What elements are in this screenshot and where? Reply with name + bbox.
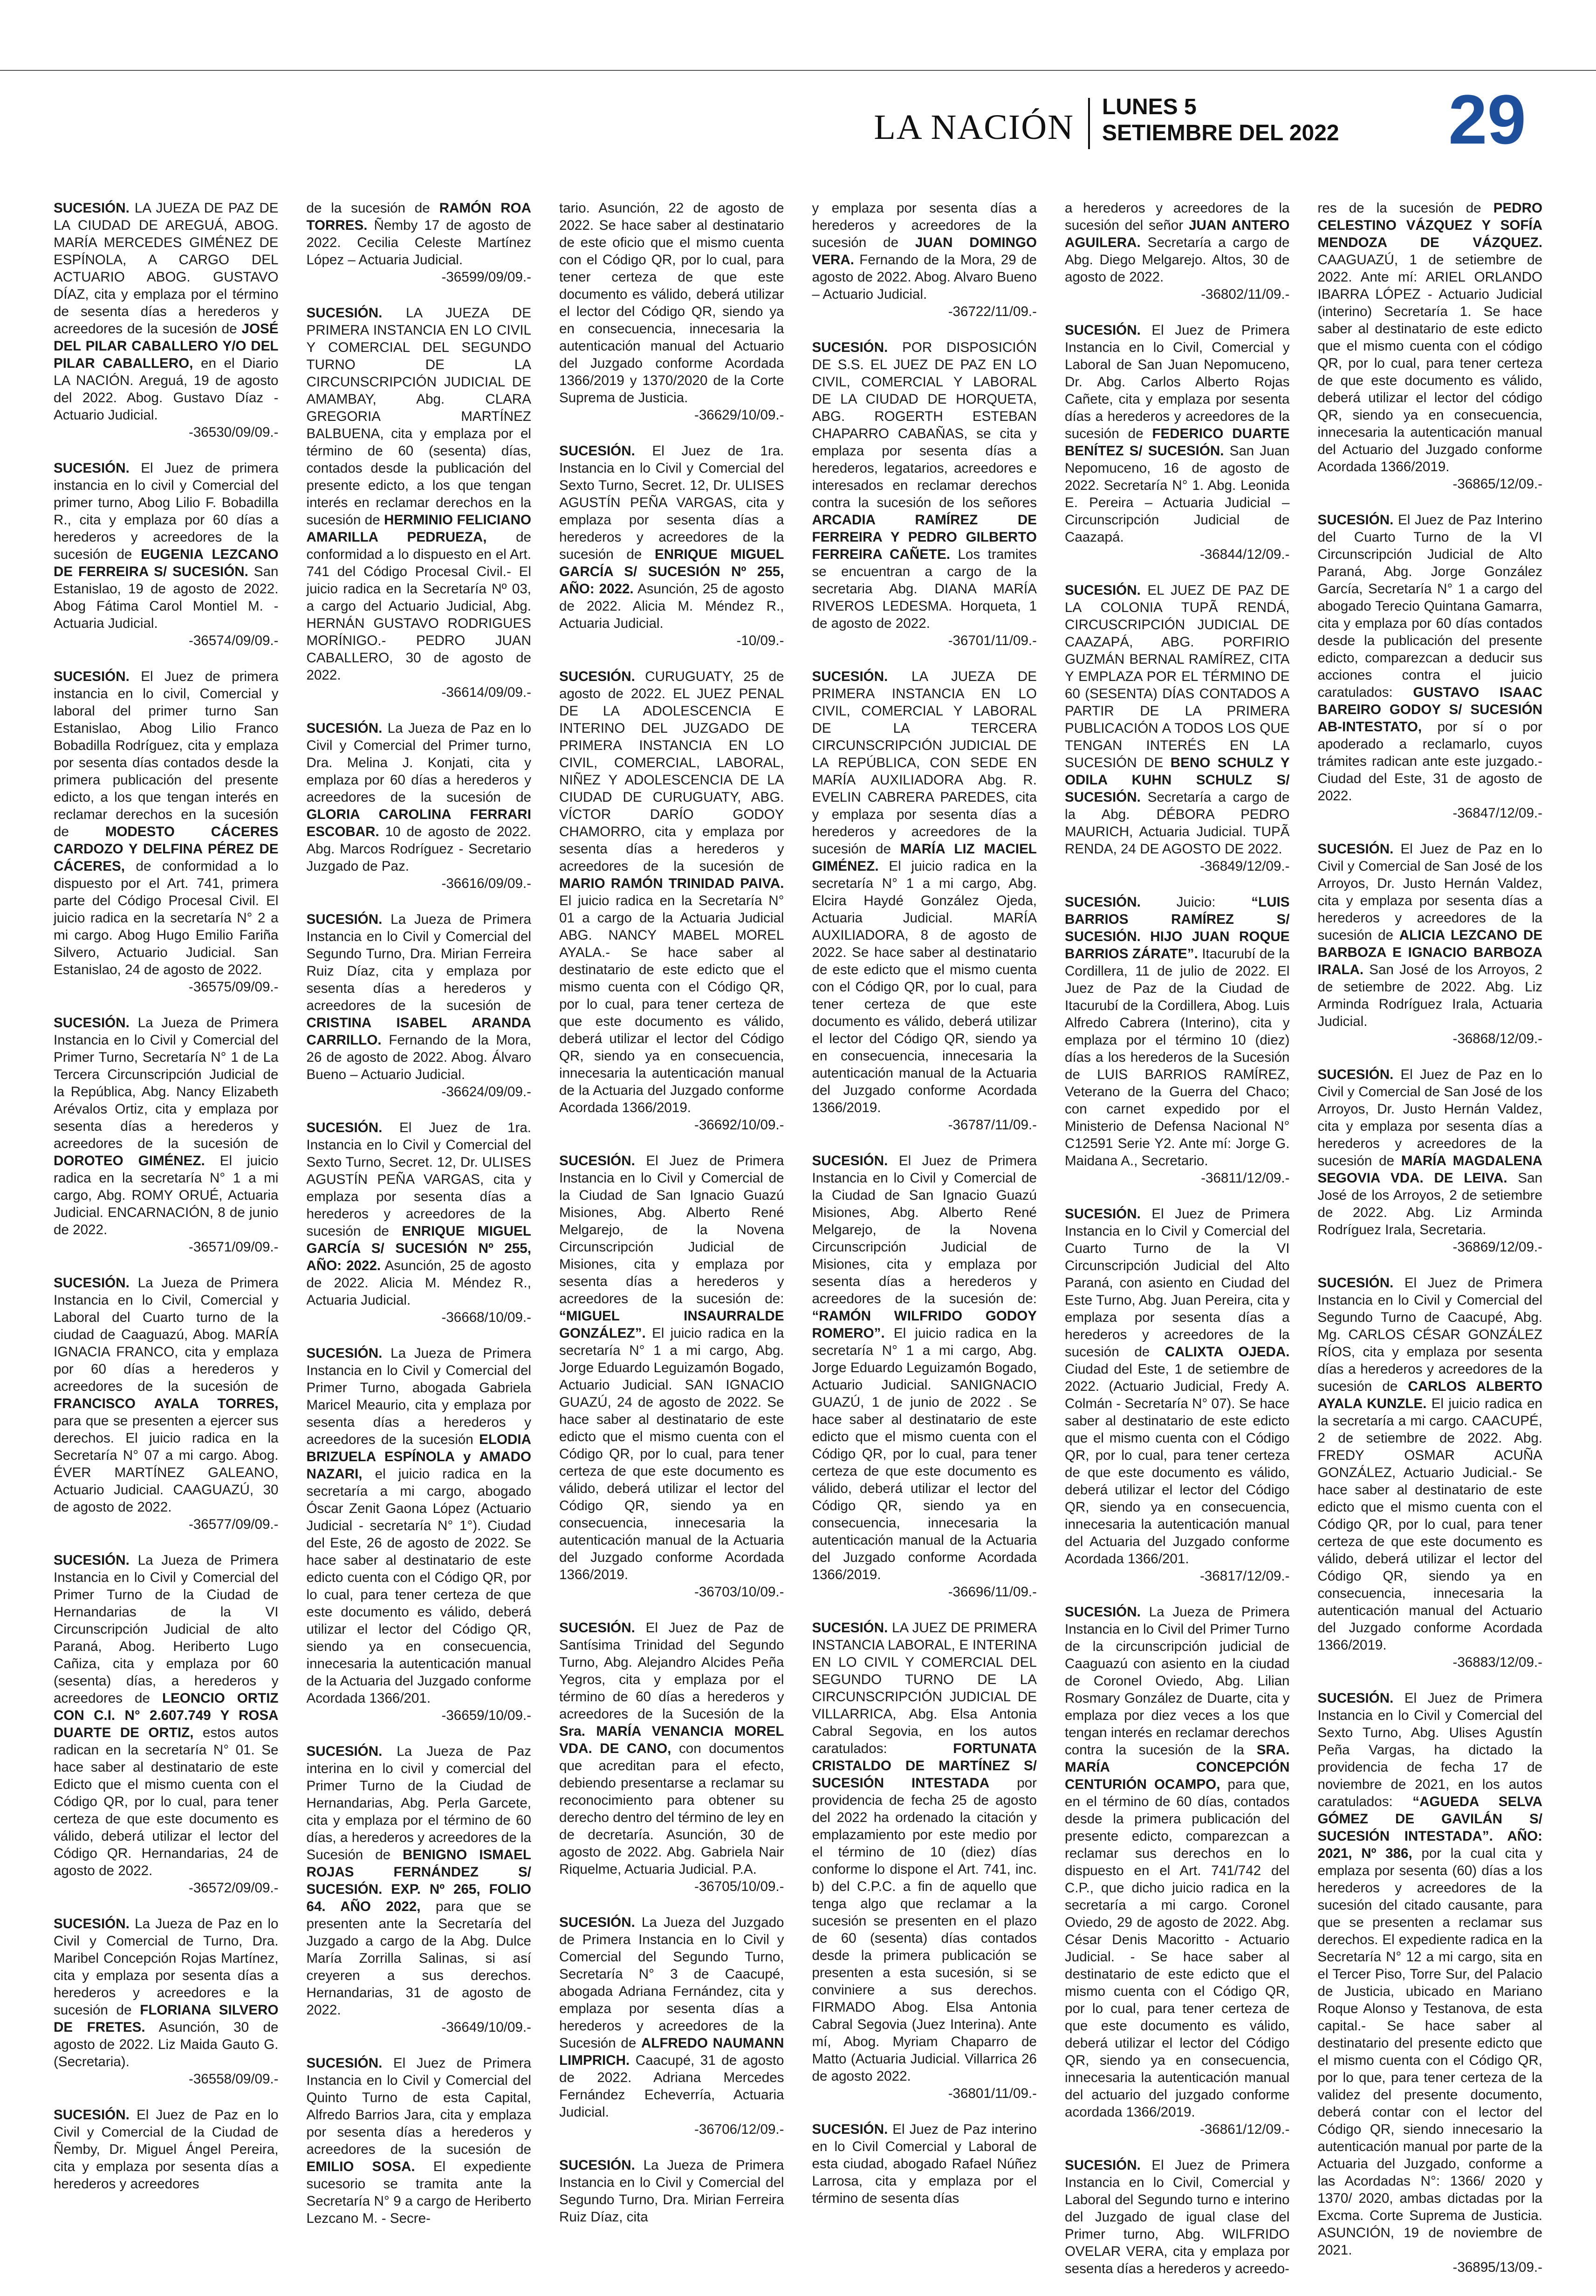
notice-subject-name: “MIGUEL INSAURRALDE GONZÁLEZ”. [559, 1308, 784, 1341]
notice-heading: SUCESIÓN. [1317, 512, 1394, 528]
notice-text-continued: por sí o por apoderado a reclamarlo, cuyos trámites radican ante este juzgado.- Ciudad del Este, 31 de agosto de 2022. [1317, 719, 1542, 804]
legal-notice [812, 1619, 1037, 2102]
notice-text: La Jueza de Primera Instancia en lo Civil y Comercial del Segundo Turno, Dra. Mirian Ferreira Ruiz Díaz, cita y emplaza por sesenta días a herederos y acreedores de la sucesión de [306, 912, 531, 1013]
notice-heading: SUCESIÓN. [1065, 894, 1141, 910]
notice-reference-code: -36649/10/09.- [441, 2020, 531, 2035]
notice-text: El Juez de Paz en lo Civil y Comercial de la Ciudad de Ñemby, Dr. Miguel Ángel Pereira, cita y emplaza por sesenta días a herederos y acreedores [54, 2107, 279, 2192]
notice-text: La Jueza de Paz en lo Civil y Comercial del Primer turno, Dra. Melina J. Konjati, cita y emplaza por 60 días a herederos y acreedores de la sucesión de [306, 721, 531, 805]
notice-text-continued: Secretaría a cargo de Abg. Diego Melgarejo. Altos, 30 de agosto de 2022. [1065, 235, 1290, 285]
notice-text: La Jueza de Primera Instancia en lo Civil del Primer Turno de la circunscripción judicial de Caaguazú con asiento en la ciudad de Coronel Oviedo, Abg. Lilian Rosmary González de Duarte, cita y emplaza por diez veces a los que tengan interés en reclamar derechos contra la sucesión de la [1065, 1604, 1290, 1758]
issue-weekday: LUNES 5 [1102, 95, 1197, 119]
legal-notice [1065, 322, 1290, 563]
notice-text: El Juez de Paz en lo Civil y Comercial de San José de los Arroyos, Dr. Justo Hernán Valdez, cita y emplaza por sesenta días a herederos y acreedores de la sucesión de [1317, 1067, 1542, 1169]
notice-text-continued: Ñemby 17 de agosto de 2022. Cecilia Celeste Martínez López – Actuaria Judicial. [306, 218, 531, 268]
legal-notice [1065, 199, 1290, 303]
legal-notice [812, 1152, 1037, 1601]
notice-heading: SUCESIÓN. [306, 305, 383, 321]
notice-heading: SUCESIÓN. [559, 1153, 635, 1169]
notice-subject-name: ALFREDO NAUMANN LIMPRICH. [559, 2035, 784, 2068]
legal-notice [54, 1552, 279, 1897]
legal-notice [1065, 894, 1290, 1187]
legal-notice [1318, 840, 1543, 1047]
notice-heading: SUCESIÓN. [559, 2158, 635, 2173]
legal-notice [54, 2106, 279, 2193]
legal-notice [54, 1915, 279, 2088]
notice-text-continued: El juicio radica en la secretaría N° 1 a mi cargo, Abg. ROMY ORUÉ, Actuaria Judicial. ENCARNACIÓN, 8 de junio de 2022. [54, 1153, 279, 1237]
notice-heading: SUCESIÓN. [812, 340, 888, 355]
notice-text: CURUGUATY, 25 de agosto de 2022. EL JUEZ PENAL DE LA ADOLESCENCIA E INTERINO DEL JUZGADO DE PRIMERA INSTANCIA EN LO CIVIL, COMERCIAL, LABORAL, NIÑEZ Y ADOLESCENCIA DE LA CIUDAD DE CURUGUATY, ABG. VÍCTOR DARÍO GODOY CHAMORRO, cita y emplaza por sesenta días a herederos y acreedores de la sucesión de [559, 669, 784, 874]
notice-subject-name: “RAMÓN WILFRIDO GODOY ROMERO”. [812, 1308, 1037, 1341]
notice-text-continued: San Juan Nepomuceno, 16 de agosto de 2022. Secretaría N° 1. Abg. Leonida E. Pereira – Actuaria Judicial – Circunscripción Judicial de Caazapá. [1065, 443, 1290, 545]
notice-text-continued: Caacupé, 31 de agosto de 2022. Adriana Mercedes Fernández Echeverría, Actuaria Judicial. [559, 2053, 784, 2120]
notice-text: La Jueza de Primera Instancia en lo Civil y Comercial del Primer Turno de la Ciudad de Hernandarias de la VI Circunscripción Judicial de alto Paraná, Abog. Heriberto Lugo Cañiza, cita y emplaza por 60 (sesenta) días, a herederos y acreedores de [54, 1553, 279, 1706]
notice-heading: SUCESIÓN. [1317, 1691, 1394, 1706]
notice-reference-code: -36530/09/09.- [188, 425, 279, 440]
notice-text: tario. Asunción, 22 de agosto de 2022. Se hace saber al destinatario de este oficio que el mismo cuenta con el Código QR, por lo cual, para tener certeza de que este documento es válido, deberá utilizar el lector del Código QR, siendo ya en consecuencia, innecesaria la autenticación manual del Actuario del Juzgado conforme Acordada 1366/2019 y 1370/2020 de la Corte Suprema de Justicia. [559, 200, 784, 406]
notice-text-continued: por providencia de fecha 25 de agosto del 2022 ha ordenado la citación y emplazamiento por este medio por el término de 10 (diez) días conforme lo dispone el Art. 741, inc. b) del C.P.C. a fin de aquello que tenga algo que reclamar a la sucesión se presenten en el plazo de 60 (sesenta) días contados desde la primera publicación se presenten a esta sucesión, si se conviniere a sus derechos. FIRMADO Abog. Elsa Antonia Cabral Segovia (Juez Interina). Ante mí, Abog. Myriam Chaparro de Matto (Actuaria Judicial. Villarrica 26 de agosto 2022. [812, 1775, 1037, 2084]
notice-reference-code: -36817/12/09.- [1199, 1568, 1290, 1584]
notice-text-continued: Asunción, 25 de agosto de 2022. Alicia M. Méndez R., Actuaria Judicial. [306, 1258, 531, 1308]
notice-text: La Jueza de Primera Instancia en lo Civil y Comercial del Primer Turno, abogada Gabriela Maricel Meaurio, cita y emplaza por sesenta días a herederos y acreedores de la sucesión [306, 1346, 531, 1447]
column-4 [812, 199, 1037, 2296]
notice-heading: SUCESIÓN. [54, 200, 130, 216]
notice-heading: SUCESIÓN. [559, 669, 635, 684]
notice-text: LA JUEZ DE PRIMERA INSTANCIA LABORAL, E INTERINA EN LO CIVIL Y COMERCIAL DEL SEGUNDO TURNO DE LA CIRCUNSCRIPCIÓN JUDICIAL DE VILLARRICA, Abg. Elsa Antonia Cabral Segovia, en los autos caratulados: [812, 1620, 1037, 1756]
legal-notice [54, 460, 279, 649]
legal-notice [54, 1014, 279, 1256]
notice-heading: SUCESIÓN. [54, 1916, 130, 1932]
notice-heading: SUCESIÓN. [54, 2107, 130, 2123]
notice-subject-name: MARÍA LIZ MACIEL GIMÉNEZ. [812, 841, 1037, 874]
notice-text: El Juez de Paz interino en lo Civil Comercial y Laboral de esta ciudad, abogado Rafael Núñez Larrosa, cita y emplaza por el término de sesenta días [812, 2122, 1037, 2206]
notice-text-continued: Asunción, 25 de agosto de 2022. Alicia M. Méndez R., Actuaria Judicial. [559, 581, 784, 631]
notice-heading: SUCESIÓN. [1065, 1604, 1141, 1620]
notice-text-continued: CAAGUAZÚ, 1 de setiembre de 2022. Ante mí: ARIEL ORLANDO IBARRA LÓPEZ - Actuario Judicial (interino) Secretaría 1. Se hace saber al destinatario de este edicto que el mismo cuenta con el código QR, por lo cual, para tener certeza de que este documento es válido, deberá utilizar el lector del código QR, siendo ya en consecuencia, innecesaria la autenticación manual del Actuario del Juzgado conforme Acordada 1366/2019. [1317, 252, 1542, 474]
notice-subject-name: CRISTINA ISABEL ARANDA CARRILLO. [306, 1015, 531, 1048]
legal-notice [559, 668, 784, 1134]
notice-subject-name: JUAN ANTERO AGUILERA. [1065, 218, 1290, 250]
top-rule [0, 70, 1596, 71]
notice-text-continued: El juicio radica en la secretaría N° 1 a mi cargo, Abg. Jorge Eduardo Leguizamón Bogado, Actuario Judicial. SAN IGNACIO GUAZÚ, 24 de agosto de 2022. Se hace saber al destinatario de este edicto que el mismo cuenta con el Código QR, por lo cual, para tener certeza de que este documento es válido, deberá utilizar el lector del Código QR, siendo ya en consecuencia, innecesaria la autenticación manual de la Actuaria del Juzgado conforme Acordada 1366/2019. [559, 1326, 784, 1582]
notice-subject-name: ARCADIA RAMÍREZ DE FERREIRA Y PEDRO GILBERTO FERREIRA CAÑETE. [812, 512, 1037, 562]
notice-text-continued: con documentos que acreditan para el efecto, debiendo presentarse a reclamar su reconocimiento para obtener su derecho dentro del término de ley en de decretaría. Asunción, 30 de agosto de 2022. Abg. Gabriela Nair Riquelme, Actuaria Judicial. P.A. [559, 1741, 784, 1877]
notice-subject-name: RAMÓN ROA TORRES. [306, 200, 531, 233]
legal-notice [812, 199, 1037, 320]
notice-text: LA JUEZA DE PAZ DE LA CIUDAD DE AREGUÁ, ABOG. MARÍA MERCEDES GIMÉNEZ DE ESPÍNOLA, A CARGO DEL ACTUARIO ABOG. GUSTAVO DÍAZ, cita y emplaza por el término de sesenta días a herederos y acreedores de la sucesión de [54, 200, 279, 337]
legal-notice [54, 199, 279, 441]
notice-text-continued: Los tramites se encuentran a cargo de la secretaria Abg. DIANA MARÍA RIVEROS LEDESMA. Horqueta, 1 de agosto de 2022. [812, 547, 1037, 631]
notice-text: La Jueza de Primera Instancia en lo Civil y Comercial del Primer Turno, Secretaría N° 1 de La Tercera Circunscripción Judicial de la República, Abg. Nancy Elizabeth Arévalos Ortiz, cita y emplaza por sesenta días a herederos y acreedores de la sucesión de [54, 1015, 279, 1151]
notice-reference-code: -36701/11/09.- [948, 633, 1037, 648]
notice-subject-name: BENIGNO ISMAEL ROJAS FERNÁNDEZ S/ SUCESIÓN. EXP. Nº 265, FOLIO 64. AÑO 2022, [306, 1847, 531, 1914]
notice-text: a herederos y acreedores de la sucesión del señor [1065, 200, 1290, 233]
notice-text-continued: por la cual cita y emplaza por sesenta (60) días a los herederos y acreedores de la sucesión del citado causante, para que se presenten a reclamar sus derechos. El expediente radica en la Secretaría N° 12 a mi cargo, sita en el Tercer Piso, Torre Sur, del Palacio de Justicia, ubicado en Mariano Roque Alonso y Testanova, de esta capital.- Se hace saber al destinatario del presente edicto que el mismo cuenta con el Código QR, por lo que, para tener certeza de la validez del presente documento, deberá contar con el lector del Código QR, siendo innecesario la autenticación manual por parte de la Actuaria del Juzgado, conforme a las Acordadas N°: 1366/ 2020 y 1370/ 2020, ambas dictadas por la Excma. Corte Suprema de Justicia. ASUNCIÓN, 19 de noviembre de 2021. [1317, 1846, 1542, 2258]
masthead [0, 80, 1596, 158]
notice-heading: SUCESIÓN. [812, 1620, 888, 1636]
notice-text: EL JUEZ DE PAZ DE LA COLONIA TUPÃ RENDÁ, CIRCUSCRIPCIÓN JUDICIAL DE CAAZAPÁ, ABG. PORFIRIO GUZMÁN BERNAL RAMÍREZ, CITA Y EMPLAZA POR EL TÉRMINO DE 60 (SESENTA) DÍAS CONTADOS A PARTIR DE LA PRIMERA PUBLICACIÓN A TODOS LOS QUE TENGAN INTERÉS EN LA SUCESIÓN DE [1065, 583, 1290, 770]
notice-text: y emplaza por sesenta días a herederos y acreedores de la sucesión de [812, 200, 1037, 250]
notice-heading: SUCESIÓN. [559, 1620, 635, 1636]
notice-reference-code: -36844/12/09.- [1199, 547, 1290, 562]
notice-text: El Juez de Paz de Santísima Trinidad del Segundo Turno, Abg. Alejandro Alcides Peña Yegros, cita y emplaza por el término de 60 días a herederos y acreedores de la Sucesión de la [559, 1620, 784, 1722]
legal-notice [1318, 1066, 1543, 1256]
notice-reference-code: -36668/10/09.- [441, 1310, 531, 1325]
legal-notice [307, 304, 532, 701]
notice-reference-code: -36572/09/09.- [188, 1880, 279, 1896]
notice-text: res de la sucesión de [1317, 200, 1481, 216]
legal-notice [812, 339, 1037, 649]
notice-subject-name: “LUIS BARRIOS RAMÍREZ S/ SUCESIÓN. HIJO JUAN ROQUE BARRIOS ZÁRATE”. [1065, 894, 1290, 962]
notice-heading: SUCESIÓN. [306, 1346, 383, 1361]
notice-subject-name: ALICIA LEZCANO DE BARBOZA E IGNACIO BARBOZA IRALA. [1317, 928, 1542, 977]
legal-notice [1065, 582, 1290, 875]
notice-heading: SUCESIÓN. [54, 461, 130, 476]
legal-notice [1318, 1274, 1543, 1671]
legal-notice [812, 2121, 1037, 2207]
legal-notice [307, 1345, 532, 1724]
notice-text: La Jueza de Paz en lo Civil y Comercial de Turno, Dra. Maribel Concepción Rojas Martínez, cita y emplaza por sesenta días a herederos y acreedores e la sucesión de [54, 1916, 279, 2018]
notice-text: El Juez de Primera Instancia en lo Civil, Comercial y Laboral del Segundo turno e interino del Juzgado de igual clase del Primer turno, Abg. WILFRIDO OVELAR VERA, cita y emplaza por sesenta días a herederos y acreedo- [1065, 2158, 1290, 2276]
column-3 [559, 199, 784, 2296]
notice-text-continued: San Estanislao, 19 de agosto de 2022. Abog Fátima Carol Montiel M. - Actuaria Judicial. [54, 564, 279, 631]
notice-text-continued: estos autos radican en la secretaría N° 01. Se hace saber al destinatario de este Edicto que el mismo cuenta con el Código QR, por lo cual, para tener certeza de que este documento es válido, deberá utilizar el lector del Código QR. Hernandarias, 24 de agosto de 2022. [54, 1725, 279, 1878]
notice-subject-name: ENRIQUE MIGUEL GARCÍA S/ SUCESIÓN Nº 255, AÑO: 2022. [306, 1224, 531, 1273]
legal-notice [1065, 1603, 1290, 2138]
notice-heading: SUCESIÓN. [1317, 841, 1394, 857]
legal-notice [559, 1152, 784, 1601]
notice-heading: SUCESIÓN. [1065, 1206, 1141, 1222]
column-5 [1065, 199, 1290, 2296]
notice-reference-code: -36558/09/09.- [188, 2071, 279, 2087]
notice-text-continued: para que se presenten a ejercer sus derechos. El juicio radica en la Secretaría N° 07 a mi cargo. Abog. ÉVER MARTÍNEZ GALEANO, Actuario Judicial. CAAGUAZÚ, 30 de agosto de 2022. [54, 1413, 279, 1515]
notice-text: El Juez de Primera Instancia en lo Civil y Comercial del Segundo Turno de Caacupé, Abg. Mg. CARLOS CÉSAR GONZÁLEZ RÍOS, cita y emplaza por sesenta días a herederos y acreedores de la sucesión de [1317, 1275, 1542, 1394]
notice-subject-name: LEONCIO ORTIZ CON C.I. N° 2.607.749 Y ROSA DUARTE DE ORTIZ, [54, 1691, 279, 1740]
notice-subject-name: MARIO RAMÓN TRINIDAD PAIVA. [559, 876, 784, 891]
issue-date-text: SETIEMBRE DEL 2022 [1102, 121, 1339, 145]
notice-reference-code: -36571/09/09.- [188, 1239, 279, 1255]
legal-notice [559, 199, 784, 424]
legal-notice [559, 442, 784, 649]
legal-notice [1065, 1205, 1290, 1585]
notice-subject-name: CALIXTA OJEDA. [1164, 1344, 1290, 1360]
notice-heading: SUCESIÓN. [306, 2055, 383, 2071]
notice-reference-code: -36802/11/09.- [1201, 287, 1290, 302]
notice-subject-name: BENO SCHULZ Y ODILA KUHN SCHULZ S/ SUCESIÓN. [1065, 755, 1290, 805]
notice-text-continued: para que se presenten ante la Secretaría del Juzgado a cargo de la Abg. Dulce María Zorrilla Salinas, si así creyeren a sus derechos. Hernandarias, 31 de agosto de 2022. [306, 1899, 531, 2018]
notice-reference-code: -36696/11/09.- [948, 1584, 1037, 1600]
legal-notice [307, 1743, 532, 2036]
notice-reference-code: -36629/10/09.- [694, 407, 784, 423]
notice-text: El Juez de Primera Instancia en lo Civil y Comercial de la Ciudad de San Ignacio Guazú Misiones, Abg. Alberto René Melgarejo, de la Novena Circunscripción Judicial de Misiones, cita y emplaza por sesenta días a herederos y acreedores de la sucesión de: [812, 1153, 1037, 1306]
notice-text: El Juez de primera instancia en lo civil y Comercial del primer turno, Abog Lilio F. Bobadilla R., cita y emplaza por 60 días a herederos y acreedores de la sucesión de [54, 461, 279, 562]
notice-text-continued: San José de los Arroyos, 2 de setiembre de 2022. Abg. Liz Arminda Rodríguez Irala, Actuaria Judicial. [1317, 962, 1542, 1029]
notice-subject-name: FEDERICO DUARTE BENÍTEZ S/ SUCESIÓN. [1065, 426, 1290, 459]
notice-subject-name: “AGUEDA SELVA GÓMEZ DE GAVILÁN S/ SUCESIÓN INTESTADA”. AÑO: 2021, Nº 386, [1317, 1794, 1542, 1861]
notice-heading: SUCESIÓN. [306, 912, 383, 927]
notice-text-continued: 10 de agosto de 2022. Abg. Marcos Rodríguez - Secretario Juzgado de Paz. [306, 824, 531, 874]
notice-text-continued: Fernando de la Mora, 29 de agosto de 2022. Abog. Alvaro Bueno – Actuario Judicial. [812, 252, 1037, 302]
notice-heading: SUCESIÓN. [559, 1915, 635, 1930]
notice-heading: SUCESIÓN. [54, 1553, 130, 1568]
notice-subject-name: DOROTEO GIMÉNEZ. [54, 1153, 205, 1169]
legal-notice [54, 668, 279, 996]
notice-heading: SUCESIÓN. [559, 443, 635, 459]
notice-reference-code: -10/09.- [736, 633, 784, 648]
notice-reference-code: -36869/12/09.- [1452, 1239, 1542, 1255]
notice-text: El Juez de Paz en lo Civil y Comercial de San José de los Arroyos, Dr. Justo Hernán Valdez, cita y emplaza por sesenta días a herederos y acreedores de la sucesión de [1317, 841, 1542, 943]
notice-heading: SUCESIÓN. [1317, 1275, 1394, 1291]
legal-notice [1318, 511, 1543, 822]
notice-text: El Juez de 1ra. Instancia en lo Civil y Comercial del Sexto Turno, Secret. 12, Dr. ULISES AGUSTÍN PEÑA VARGAS, cita y emplaza por sesenta días a herederos y acreedores de la sucesión de [306, 1120, 531, 1239]
notice-subject-name: MARÍA MAGDALENA SEGOVIA VDA. DE LEIVA. [1317, 1153, 1542, 1186]
notice-subject-name: JUAN DOMINGO VERA. [812, 235, 1037, 268]
notice-reference-code: -36624/09/09.- [441, 1084, 531, 1100]
legal-notice [559, 1914, 784, 2138]
notice-subject-name: FLORIANA SILVERO DE FRETES. [54, 2002, 279, 2035]
notice-text: La Jueza de Paz interina en lo civil y comercial del Primer Turno de la Ciudad de Hernandarias, Abg. Perla Garcete, cita y emplaza por el término de 60 días, a herederos y acreedores de la Sucesión de [306, 1744, 531, 1863]
notice-text-continued: de conformidad a lo dispuesto en el Art. 741 del Código Procesal Civil.- El juicio radica en la Secretaría Nº 03, a cargo del Actuario Judicial, Abg. HERNÁN GUSTAVO RODRIGUES MORÍNIGO.- PEDRO JUAN CABALLERO, 30 de agosto de 2022. [306, 529, 531, 683]
legal-notice [559, 2157, 784, 2226]
notice-text: POR DISPOSICIÓN DE S.S. EL JUEZ DE PAZ EN LO CIVIL, COMERCIAL Y LABORAL DE LA CIUDAD DE HORQUETA, ABG. ROGERTH ESTEBAN CHAPARRO CABAÑAS, se cita y emplaza por sesenta días a herederos, legatarios, acreedores e interesados en reclamar derechos contra la sucesión de los señores [812, 340, 1037, 510]
notice-heading: SUCESIÓN. [306, 721, 383, 736]
notice-text-continued: Ciudad del Este, 1 de setiembre de 2022. (Actuario Judicial, Fredy A. Colmán - Secretaría N° 07). Se hace saber al destinatario de este edicto que el mismo cuenta con el Código QR, por lo cual, para tener certeza de que este documento es válido, deberá utilizar el lector del Código QR, siendo ya en consecuencia, innecesaria la autenticación manual del Actuaria del Juzgado conforme Acordada 1366/201. [1065, 1361, 1290, 1567]
notice-reference-code: -36865/12/09.- [1452, 476, 1542, 492]
notice-reference-code: -36722/11/09.- [948, 304, 1037, 319]
notice-subject-name: ENRIQUE MIGUEL GARCÍA S/ SUCESIÓN Nº 255, AÑO: 2022. [559, 547, 784, 597]
legal-notice [307, 1119, 532, 1326]
notice-reference-code: -36883/12/09.- [1452, 1655, 1542, 1670]
notice-text-continued: Fernando de la Mora, 26 de agosto de 2022. Abog. Álvaro Bueno – Actuario Judicial. [306, 1032, 531, 1082]
notice-heading: SUCESIÓN. [1065, 583, 1141, 598]
notice-text-continued: San José de los Arroyos, 2 de setiembre de 2022. Abg. Liz Arminda Rodríguez Irala, Secretaria. [1317, 1170, 1542, 1237]
notice-subject-name: JOSÉ DEL PILAR CABALLERO Y/O DEL PILAR CABALLERO, [54, 321, 279, 371]
notice-text-continued: Asunción, 30 de agosto de 2022. Liz Maida Gauto G. (Secretaria). [54, 2020, 279, 2069]
notice-subject-name: PEDRO CELESTINO VÁZQUEZ Y SOFÍA MENDOZA DE VÁZQUEZ. [1317, 200, 1542, 250]
column-6 [1318, 199, 1543, 2296]
notice-subject-name: FORTUNATA CRISTALDO DE MARTÍNEZ S/ SUCESIÓN INTESTADA [812, 1741, 1037, 1791]
column-1 [54, 199, 279, 2296]
notice-subject-name: GLORIA CAROLINA FERRARI ESCOBAR. [306, 807, 531, 839]
notice-reference-code: -36847/12/09.- [1452, 805, 1542, 821]
legal-notice [307, 720, 532, 892]
notice-reference-code: -36577/09/09.- [188, 1517, 279, 1532]
notice-subject-name: EUGENIA LEZCANO DE FERREIRA S/ SUCESIÓN. [54, 547, 279, 579]
notice-heading: SUCESIÓN. [1317, 1067, 1394, 1082]
notice-subject-name: EMILIO SOSA. [306, 2159, 415, 2174]
notice-text: LA JUEZA DE PRIMERA INSTANCIA EN LO CIVIL, COMERCIAL Y LABORAL DE LA TERCERA CIRCUNSCRIPCIÓN JUDICIAL DE LA REPÚBLICA, CON SEDE EN MARÍA AUXILIADORA Abg. R. EVELIN CABRERA PAREDES, cita y emplaza por sesenta días a herederos y acreedores de la sucesión de [812, 669, 1037, 857]
notice-reference-code: -36706/12/09.- [694, 2122, 784, 2137]
notice-text-continued: para que, en el término de 60 días, contados desde la primera publicación del presente edicto, comparezcan a reclamar sus derechos en lo dispuesto en el Art. 741/742 del C.P., que dicho juicio radica en la secretaría a mi cargo. Coronel Oviedo, 29 de agosto de 2022. Abg. César Denis Macoritto - Actuario Judicial. - Se hace saber al destinatario de este edicto que el mismo cuenta con el Código QR, por lo cual, para tener certeza de que este documento es válido, deberá utilizar el lector del Código QR, siendo ya en consecuencia, innecesaria la autenticación manual del actuario del juzgado conforme acordada 1366/2019. [1065, 1777, 1290, 2120]
notice-text: El Juez de Primera Instancia en lo Civil y Comercial del Quinto Turno de esta Capital, Alfredo Barrios Jara, cita y emplaza por sesenta días a herederos y acreedores de la sucesión de [306, 2055, 531, 2157]
notice-text: El Juez de Paz Interino del Cuarto Turno de la VI Circunscripción Judicial de Alto Paraná, Abg. Jorge González García, Secretaría N° 1 a cargo del abogado Terecio Quintana Gamarra, cita y emplaza por 60 días contados desde la publicación del presente edicto, comparezcan a deducir sus acciones contra el juicio caratulados: [1317, 512, 1542, 700]
notice-reference-code: -36868/12/09.- [1452, 1031, 1542, 1046]
notice-subject-name: SRA. MARÍA CONCEPCIÓN CENTURIÓN OCAMPO, [1065, 1742, 1290, 1792]
notice-reference-code: -36895/13/09.- [1452, 2260, 1542, 2275]
notice-reference-code: -36811/12/09.- [1201, 1170, 1290, 1186]
notice-heading: SUCESIÓN. [306, 1744, 383, 1759]
notice-text: El Juez de Primera Instancia en lo Civil y Comercial del Cuarto Turno de la VI Circunscripción Judicial del Alto Paraná, con asiento en Ciudad del Este Turno, Abg. Juan Pereira, cita y emplaza por sesenta días a herederos y acreedores de la sucesión de [1065, 1206, 1290, 1360]
notice-text-continued: en el Diario LA NACIÓN. Areguá, 19 de agosto del 2022. Abog. Gustavo Díaz - Actuario Judicial. [54, 356, 279, 423]
notice-heading: SUCESIÓN. [54, 1015, 130, 1031]
legal-notice [54, 1274, 279, 1533]
notice-text-continued: Itacurubí de la Cordillera, 11 de julio de 2022. El Juez de Paz de la Ciudad de Itacurubí de la Cordillera, Abog. Luis Alfredo Cabrera (Interino), cita y emplaza por el término 10 (diez) días a los herederos de la Sucesión de LUIS BARRIOS RAMÍREZ, Veterano de la Guerra del Chaco; con carnet expedido por el Ministerio de Defensa Nacional N° C12591 Serie Y2. Ante mí: Jorge G. Maidana A., Secretario. [1065, 946, 1290, 1169]
legal-notice [559, 1619, 784, 1895]
notice-text-continued: El juicio radica en la secretaría a mi cargo. CAACUPÉ, 2 de setiembre de 2022. Abg. FREDY OSMAR ACUÑA GONZÁLEZ, Actuario Judicial.- Se hace saber al destinatario de este edicto que el mismo cuenta con el Código QR, por lo cual, para tener certeza de que este documento es válido, deberá utilizar el lector del Código QR, siendo ya en consecuencia, innecesaria la autenticación manual del Actuario del Juzgado conforme Acordada 1366/2019. [1317, 1396, 1542, 1653]
notice-heading: SUCESIÓN. [812, 1153, 888, 1169]
notice-text: La Jueza de Primera Instancia en lo Civil, Comercial y Laboral del Cuarto turno de la ciudad de Caaguazú, Abog. MARÍA IGNACIA FRANCO, cita y emplaza por 60 días a herederos y acreedores de la sucesión de [54, 1275, 279, 1394]
notice-reference-code: -36599/09/09.- [441, 269, 531, 285]
notice-heading: SUCESIÓN. [812, 669, 888, 684]
legal-notice [812, 668, 1037, 1134]
notice-subject-name: CARLOS ALBERTO AYALA KUNZLE. [1317, 1379, 1542, 1411]
notice-text-continued: el juicio radica en la secretaría a mi cargo, abogado Óscar Zenit Gaona López (Actuario Judicial - secretaría N° 1°). Ciudad del Este, 26 de agosto de 2022. Se hace saber al destinatario de este edicto cuenta con el Código QR, por lo cual, para tener certeza de que este documento es válido, deberá utilizar el lector del Código QR, siendo ya en consecuencia, innecesaria la autenticación manual de la Actuaria del Juzgado conforme Acordada 1366/201. [306, 1466, 531, 1706]
notice-text: El Juez de Primera Instancia en lo Civil y Comercial de la Ciudad de San Ignacio Guazú Misiones, Abg. Alberto René Melgarejo, de la Novena Circunscripción Judicial de Misiones, cita y emplaza por sesenta días a herederos y acreedores de la sucesión de: [559, 1153, 784, 1306]
notice-reference-code: -36849/12/09.- [1199, 859, 1290, 874]
notice-subject-name: FRANCISCO AYALA TORRES, [54, 1396, 279, 1411]
notice-text-continued: Secretaría a cargo de la Abg. DÉBORA PEDRO MAURICH, Actuaria Judicial. TUPÃ RENDA, 24 DE AGOSTO DE 2022. [1065, 790, 1290, 857]
notice-reference-code: -36616/09/09.- [441, 876, 531, 891]
legal-notice [307, 911, 532, 1100]
notice-text: La Jueza de Primera Instancia en lo Civil y Comercial del Segundo Turno, Dra. Mirian Ferreira Ruiz Díaz, cita [559, 2158, 784, 2225]
notice-text: Juicio: [1176, 894, 1216, 910]
notice-text-continued: El expediente sucesorio se tramita ante la Secretaría N° 9 a cargo de Heriberto Lezcano M. - Secre- [306, 2159, 531, 2226]
notice-text-continued: El juicio radica en la Secretaría N° 01 a cargo de la Actuaria Judicial ABG. NANCY MABEL MOREL AYALA.- Se hace saber al destinatario de este edicto que el mismo cuenta con el Código QR, por lo cual, para tener certeza de que este documento es válido, deberá utilizar el lector del Código QR, siendo ya en consecuencia, innecesaria la autenticación manual de la Actuaria del Juzgado conforme Acordada 1366/2019. [559, 893, 784, 1115]
legal-notice [307, 2055, 532, 2227]
notice-subject-name: HERMINIO FELICIANO AMARILLA PEDRUEZA, [306, 512, 531, 545]
notice-text: El Juez de 1ra. Instancia en lo Civil y Comercial del Sexto Turno, Secret. 12, Dr. ULISES AGUSTÍN PEÑA VARGAS, cita y emplaza por sesenta días a herederos y acreedores de la sucesión de [559, 443, 784, 562]
notice-text-continued: El juicio radica en la secretaría N° 1 a mi cargo, Abg. Jorge Eduardo Leguizamón Bogado, Actuario Judicial. SANIGNACIO GUAZÚ, 1 de junio de 2022 . Se hace saber al destinatario de este edicto que el mismo cuenta con el Código QR, por lo cual, para tener certeza de que este documento es válido, deberá utilizar el lector del Código QR, siendo ya en consecuencia, innecesaria la autenticación manual de la Actuaria del Juzgado conforme Acordada 1366/2019. [812, 1326, 1037, 1582]
notice-reference-code: -36861/12/09.- [1199, 2122, 1290, 2137]
notice-reference-code: -36705/10/09.- [694, 1879, 784, 1894]
notice-reference-code: -36614/09/09.- [441, 685, 531, 700]
notice-reference-code: -36574/09/09.- [188, 633, 279, 648]
legal-notice [1318, 1690, 1543, 2276]
notice-reference-code: -36703/10/09.- [694, 1584, 784, 1600]
legal-notice [307, 199, 532, 286]
notice-text: El Juez de Primera Instancia en lo Civil y Comercial del Sexto Turno, Abg. Ulises Agustín Peña Vargas, ha dictado la providencia de fecha 17 de noviembre de 2021, en los autos caratulados: [1317, 1691, 1542, 1809]
notice-text: de la sucesión de [306, 200, 430, 216]
notice-heading: SUCESIÓN. [54, 669, 130, 684]
notice-subject-name: MODESTO CÁCERES CARDOZO Y DELFINA PÉREZ DE CÁCERES, [54, 824, 279, 874]
classifieds-grid [54, 199, 1542, 2276]
notice-reference-code: -36692/10/09.- [694, 1117, 784, 1133]
notice-reference-code: -36575/09/09.- [188, 979, 279, 995]
notice-heading: SUCESIÓN. [54, 1275, 130, 1291]
notice-text-continued: El juicio radica en la secretaría N° 1 a mi cargo, Abg. Elcira Haydé González Ojeda, Actuaria Judicial. MARÍA AUXILIADORA, 8 de agosto de 2022. Se hace saber al destinatario de este edicto que el mismo cuenta con el Código QR, por lo cual, para tener certeza de que este documento es válido, deberá utilizar el lector del Código QR, siendo ya en consecuencia, innecesaria la autenticación manual de la Actuaria del Juzgado conforme Acordada 1366/2019. [812, 859, 1037, 1115]
notice-heading: SUCESIÓN. [1065, 323, 1141, 338]
notice-text: LA JUEZA DE PRIMERA INSTANCIA EN LO CIVIL Y COMERCIAL DEL SEGUNDO TURNO DE LA CIRCUNSCRIPCIÓN JUDICIAL DE AMAMBAY, Abg. CLARA GREGORIA MARTÍNEZ BALBUENA, cita y emplaza por el término de 60 (sesenta) días, contados desde la publicación del presente edicto, a los que tengan interés en reclamar derechos en la sucesión de [306, 305, 531, 528]
page-number: 29 [1448, 80, 1526, 158]
masthead-divider [1088, 98, 1090, 149]
notice-subject-name: ELODIA BRIZUELA ESPÍNOLA y AMADO NAZARI, [306, 1432, 531, 1482]
legal-notice [1065, 2157, 1290, 2277]
notice-heading: SUCESIÓN. [812, 2122, 888, 2137]
notice-subject-name: Sra. MARÍA VENANCIA MOREL VDA. DE CANO, [559, 1724, 784, 1756]
newspaper-title: LA NACIÓN [874, 108, 1074, 147]
notice-reference-code: -36659/10/09.- [441, 1708, 531, 1723]
notice-text: El Juez de primera instancia en lo civil, Comercial y laboral del primer turno San Estanislao, Abog Lilio Franco Bobadilla Rodríguez, cita y emplaza por sesenta días contados desde la primera publicación del presente edicto, a los que tengan interés en reclamar derechos en la sucesión de [54, 669, 279, 839]
column-2 [307, 199, 532, 2296]
notice-text-continued: de conformidad a lo dispuesto por el Art. 741, primera parte del Código Procesal Civil. El juicio radica en la secretaría N° 2 a mi cargo. Abog Hugo Emilio Fariña Silvero, Actuario Judicial. San Estanislao, 24 de agosto de 2022. [54, 859, 279, 977]
legal-notice [1318, 199, 1543, 493]
notice-text: La Jueza del Juzgado de Primera Instancia en lo Civil y Comercial del Segundo Turno, Secretaría N° 3 de Caacupé, abogada Adriana Fernández, cita y emplaza por sesenta días a herederos y acreedores de la Sucesión de [559, 1915, 784, 2051]
issue-date [1102, 94, 1339, 146]
notice-heading: SUCESIÓN. [306, 1120, 383, 1135]
notice-text: El Juez de Primera Instancia en lo Civil, Comercial y Laboral de San Juan Nepomuceno, Dr. Abg. Carlos Alberto Rojas Cañete, cita y emplaza por sesenta días a herederos y acreedores de la sucesión de [1065, 323, 1290, 441]
notice-reference-code: -36787/11/09.- [948, 1117, 1037, 1133]
notice-heading: SUCESIÓN. [1065, 2158, 1141, 2173]
notice-subject-name: GUSTAVO ISAAC BAREIRO GODOY S/ SUCESIÓN AB-INTESTATO, [1317, 685, 1542, 735]
notice-reference-code: -36801/11/09.- [948, 2086, 1037, 2101]
